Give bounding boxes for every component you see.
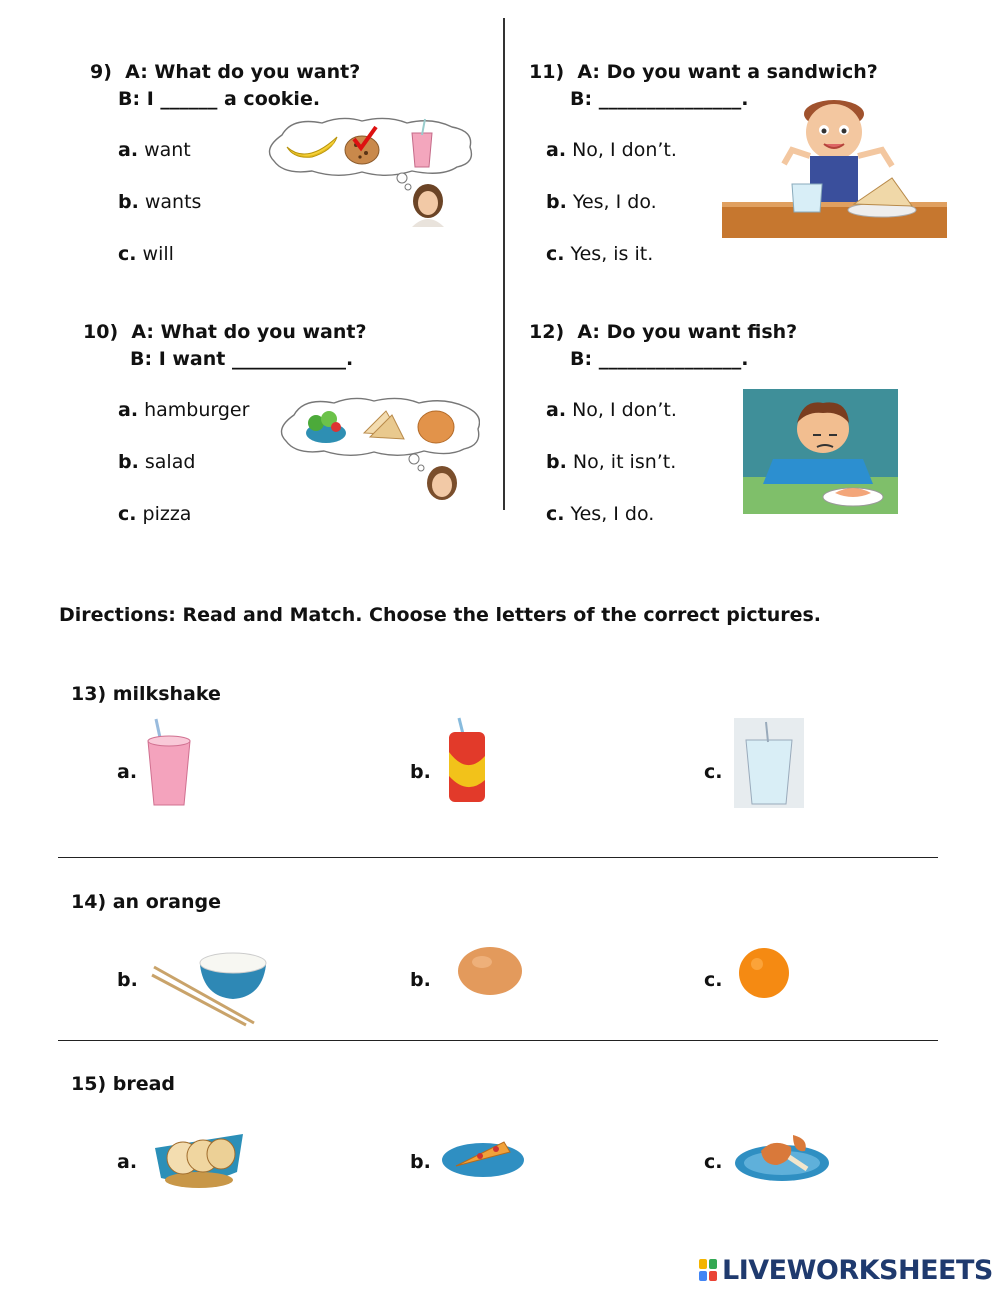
q13-title: 13) milkshake [71,683,221,705]
logo-square-4 [709,1271,717,1281]
q11-option-a[interactable]: a. No, I don’t. [546,139,677,161]
column-divider [503,18,505,510]
q14-title: 14) an orange [71,891,221,913]
fish-plate-icon [823,488,883,506]
glass-of-water-icon[interactable] [734,718,804,808]
logo-square-1 [699,1259,707,1269]
q15-label-c[interactable]: c. [704,1151,723,1173]
q13-label-a[interactable]: a. [117,761,138,783]
q11-option-b[interactable]: b. Yes, I do. [546,191,657,213]
q14-label-b[interactable]: b. [410,969,431,991]
q14-label-a[interactable]: b. [117,969,138,991]
q12-boy-fish-illustration [743,389,898,514]
girl-thinking-icon [412,184,444,227]
q15-title: 15) bread [71,1073,176,1095]
q10-thought-bubble-illustration [274,393,480,501]
hamburger-bun-icon [418,411,454,443]
q11-boy-sandwich-illustration [722,94,947,240]
q13-label-c[interactable]: c. [704,761,723,783]
q10-option-b[interactable]: b. salad [118,451,196,473]
bread-basket-icon[interactable] [153,1128,245,1190]
q11-option-c[interactable]: c. Yes, is it. [546,243,654,265]
rice-bowl-icon[interactable] [150,945,270,1027]
q9-answer-line: B: I ______ a cookie. [118,88,321,110]
q11-question: 11) A: Do you want a sandwich? [529,61,878,83]
q12-option-a[interactable]: a. No, I don’t. [546,399,677,421]
q10-question: 10) A: What do you want? [83,321,367,343]
q13-label-b[interactable]: b. [410,761,431,783]
egg-icon[interactable] [456,944,528,998]
soda-can-icon[interactable] [443,716,491,804]
chicken-leg-icon[interactable] [733,1131,831,1185]
sandwich-plate-icon [848,178,916,217]
liveworksheets-logo[interactable] [698,1255,993,1285]
directions-heading: Directions: Read and Match. Choose the letters of the correct pictures. [59,604,822,626]
logo-text: LIVEWORKSHEETS [722,1254,993,1286]
q14-label-c[interactable]: c. [704,969,723,991]
orange-icon[interactable] [737,946,791,1000]
q9-option-c[interactable]: c. will [118,243,174,265]
q9-option-a[interactable]: a. want [118,139,191,161]
milkshake-icon[interactable] [144,717,194,809]
separator-line [58,857,938,858]
q9-option-b[interactable]: b. wants [118,191,202,213]
q15-label-a[interactable]: a. [117,1151,138,1173]
q9-question: 9) A: What do you want? [90,61,361,83]
q10-option-c[interactable]: c. pizza [118,503,192,525]
q10-option-a[interactable]: a. hamburger [118,399,250,421]
girl-thinking-icon [427,466,457,500]
q9-thought-bubble-illustration [262,115,477,227]
separator-line [58,1040,938,1041]
q12-option-c[interactable]: c. Yes, I do. [546,503,655,525]
logo-square-3 [699,1271,707,1281]
q12-question: 12) A: Do you want fish? [529,321,798,343]
q12-answer-line: B: _______________. [570,348,749,370]
q10-answer-line: B: I want ____________. [130,348,354,370]
logo-mark-icon [698,1258,718,1282]
q12-option-b[interactable]: b. No, it isn’t. [546,451,677,473]
q11-answer-line: B: _______________. [570,88,749,110]
q15-label-b[interactable]: b. [410,1151,431,1173]
logo-square-2 [709,1259,717,1269]
pizza-slice-icon[interactable] [440,1134,526,1180]
water-pitcher-icon [792,184,822,212]
